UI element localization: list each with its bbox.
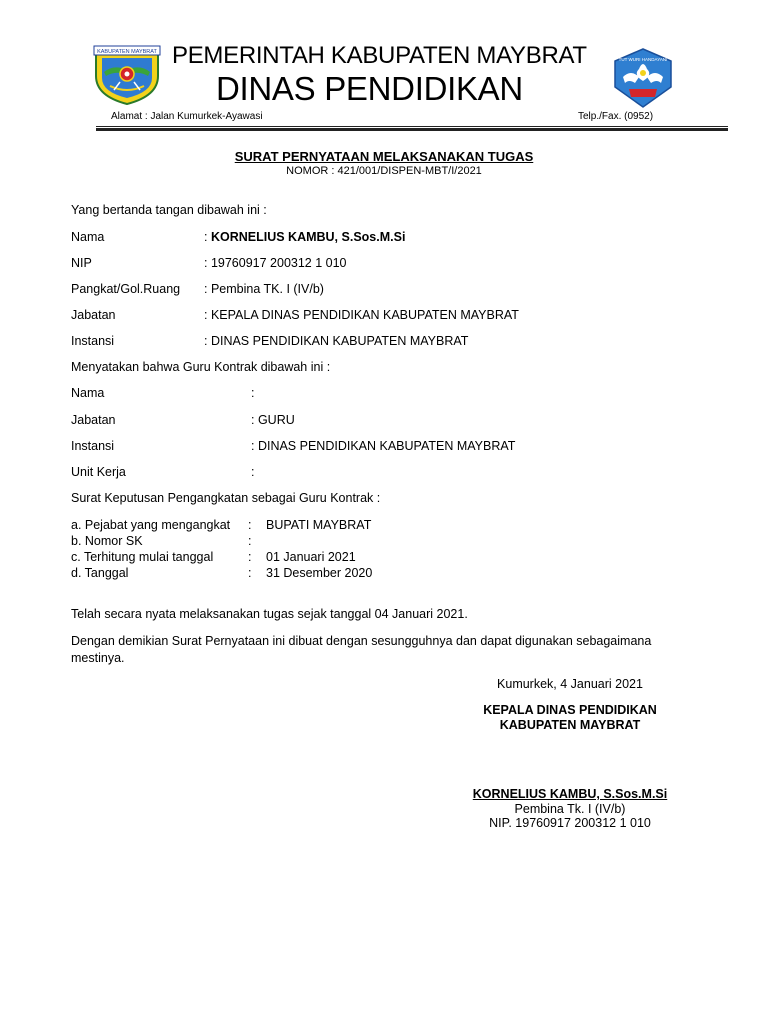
signer-intro: Yang bertanda tangan dibawah ini : [71,203,267,217]
letter-number: NOMOR : 421/001/DISPEN-MBT/I/2021 [286,165,482,177]
signature-rank: Pembina Tk. I (IV/b) [514,802,626,816]
decree-colon: : [248,566,252,580]
government-name: PEMERINTAH KABUPATEN MAYBRAT [172,42,587,69]
teacher-agency-value: : DINAS PENDIDIKAN KABUPATEN MAYBRAT [251,439,516,453]
decree-date-value: 31 Desember 2020 [266,566,373,580]
decree-date-label: d. Tanggal [71,566,129,580]
place-date: Kumurkek, 4 Januari 2021 [497,677,643,691]
paragraph-closing-line1: Dengan demikian Surat Pernyataan ini dibuat dengan sesungguhnya dan dapat digunakan sebagaimana [71,634,652,648]
teacher-agency-label: Instansi [71,439,115,453]
decree-colon: : [248,518,252,532]
decree-colon: : [248,534,252,548]
teacher-position-label: Jabatan [71,413,116,427]
office-phone: Telp./Fax. (0952) [578,111,654,122]
header-divider-thick [96,128,728,131]
teacher-name-value: : [251,386,255,400]
signer-agency-label: Instansi [71,334,115,348]
signer-position-value: : KEPALA DINAS PENDIDIKAN KABUPATEN MAYBRAT [204,308,519,322]
paragraph-duty: Telah secara nyata melaksanakan tugas sejak tanggal 04 Januari 2021. [71,607,468,621]
teacher-name-label: Nama [71,386,105,400]
signature-name: KORNELIUS KAMBU, S.Sos.M.Si [472,787,668,801]
decree-number-label: b. Nomor SK [71,534,143,548]
letter-title: SURAT PERNYATAAN MELAKSANAKAN TUGAS [234,149,534,164]
decree-intro: Surat Keputusan Pengangkatan sebagai Guru Kontrak : [71,491,381,505]
signer-position-line2: KABUPATEN MAYBRAT [499,718,641,732]
teacher-unit-value: : [251,465,255,479]
tut-wuri-logo-text: TUT WURI HANDAYANI [618,57,668,62]
decree-colon: : [248,550,252,564]
signer-position-line1: KEPALA DINAS PENDIDIKAN [483,703,657,717]
office-address: Alamat : Jalan Kumurkek-Ayawasi [111,111,263,122]
signer-rank-label: Pangkat/Gol.Ruang [71,282,181,296]
decree-start-value: 01 Januari 2021 [266,550,356,564]
paragraph-closing-line2: mestinya. [71,651,125,665]
signer-agency-value: : DINAS PENDIDIKAN KABUPATEN MAYBRAT [204,334,469,348]
department-name: DINAS PENDIDIKAN [216,70,523,107]
decree-start-label: c. Terhitung mulai tanggal [71,550,214,564]
signer-position-label: Jabatan [71,308,116,322]
signer-nip-label: NIP [71,256,92,270]
signer-name-text: KORNELIUS KAMBU, S.Sos.M.Si [210,230,406,244]
tut-wuri-handayani-logo [609,47,677,109]
decree-official-label: a. Pejabat yang mengangkat [71,518,231,532]
teacher-intro: Menyatakan bahwa Guru Kontrak dibawah ini : [71,360,331,374]
signer-name-value: : KORNELIUS KAMBU, S.Sos.M.Si [204,230,406,244]
signature-nip: NIP. 19760917 200312 1 010 [489,816,651,830]
regency-emblem-text: KABUPATEN MAYBRAT [97,49,157,55]
regency-emblem-logo [90,42,164,106]
signer-nip-value: : 19760917 200312 1 010 [204,256,347,270]
header-divider-thin [96,126,728,127]
teacher-position-value: : GURU [251,413,295,427]
signer-name-label: Nama [71,230,105,244]
decree-official-value: BUPATI MAYBRAT [266,518,372,532]
teacher-unit-label: Unit Kerja [71,465,126,479]
signer-rank-value: : Pembina TK. I (IV/b) [204,282,324,296]
